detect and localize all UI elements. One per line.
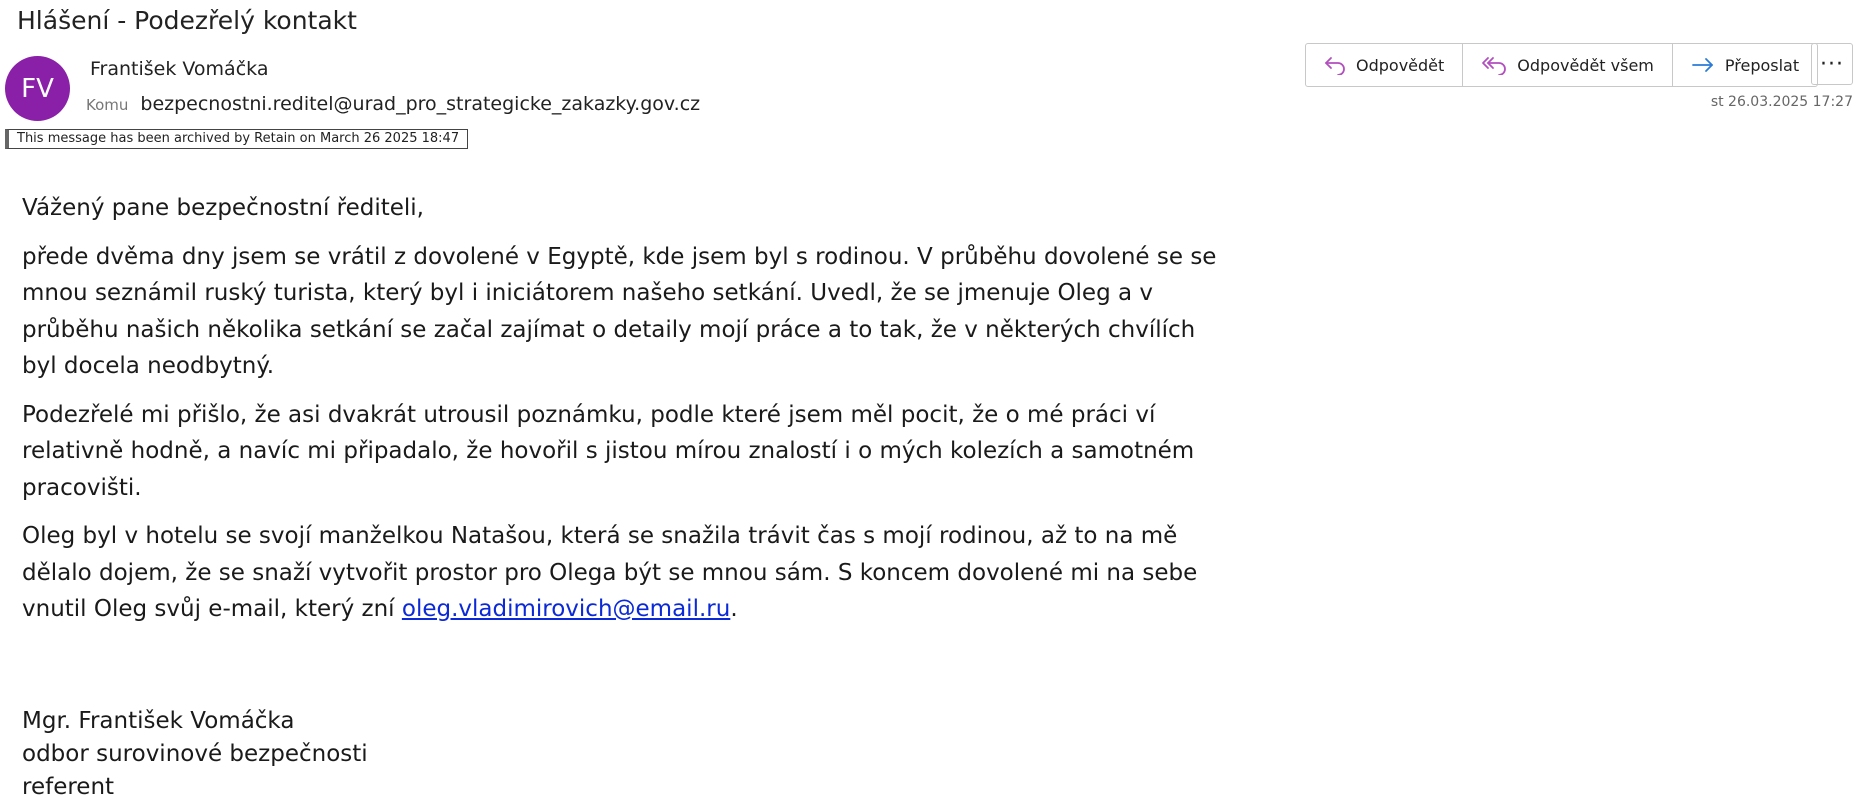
message-actions: [1305, 43, 1818, 87]
signature-department: odbor surovinové bezpečnosti: [22, 741, 368, 767]
reply-button[interactable]: [1306, 44, 1463, 86]
to-label: Komu: [86, 96, 129, 114]
email-body: [22, 190, 1222, 640]
sender-name[interactable]: František Vomáčka: [90, 58, 269, 80]
paragraph-3-text: Oleg byl v hotelu se svojí manželkou Natašou, která se snažila trávit čas s mojí rodinou, až to na mě dělalo dojem, že se snaží vytvořit prostor pro Olega být se mnou sám. S koncem dovolené mi na sebe vnutil Oleg svůj e-mail, který zní: [22, 523, 1198, 622]
avatar[interactable]: [5, 56, 70, 121]
more-icon: ···: [1820, 51, 1844, 77]
email-link[interactable]: oleg.vladimirovich@email.ru: [401, 596, 731, 622]
archive-notice: This message has been archived by Retain on March 26 2025 18:47: [5, 129, 468, 149]
signature-role: referent: [22, 774, 115, 800]
body-paragraph-3: [22, 518, 1222, 628]
signature-name: Mgr. František Vomáčka: [22, 708, 295, 734]
body-paragraph-2: Podezřelé mi přišlo, že asi dvakrát utrousil poznámku, podle které jsem měl pocit, že o mé práci ví relativně hodně, a navíc mi připadalo, že hovořil s jistou mírou znalostí i o mých kolezích a samotném pracovišti.: [22, 401, 1195, 501]
signature: [22, 705, 368, 804]
forward-label: Přeposlat: [1724, 55, 1800, 75]
email-subject: Hlášení - Podezřelý kontakt: [17, 6, 357, 35]
forward-arrow-icon: [1691, 55, 1715, 75]
body-paragraph-1: přede dvěma dny jsem se vrátil z dovolené v Egyptě, kde jsem byl s rodinou. V průběhu dovolené se se mnou seznámil ruský turista, který byl i iniciátorem našeho setkání. Uvedl, že se jmenuje Oleg a v průběhu našich několika setkání se začal zajímat o detaily mojí práce a to tak, že v některých chvílích byl docela neodbytný.: [22, 243, 1217, 379]
recipient-row: [86, 93, 700, 115]
reply-all-icon: [1481, 55, 1507, 75]
reply-icon: [1324, 55, 1346, 75]
recipient-address[interactable]: bezpecnostni.reditel@urad_pro_strategicke_zakazky.gov.cz: [140, 93, 701, 115]
sent-date: st 26.03.2025 17:27: [1710, 94, 1853, 110]
reply-label: Odpovědět: [1356, 55, 1445, 75]
paragraph-3-end: .: [730, 596, 738, 622]
forward-button[interactable]: [1673, 44, 1817, 86]
avatar-initials: FV: [21, 73, 54, 104]
more-actions-button[interactable]: [1811, 43, 1853, 85]
reply-all-label: Odpovědět všem: [1517, 55, 1654, 75]
reply-all-button[interactable]: [1463, 44, 1673, 86]
greeting: Vážený pane bezpečnostní řediteli,: [22, 195, 424, 221]
